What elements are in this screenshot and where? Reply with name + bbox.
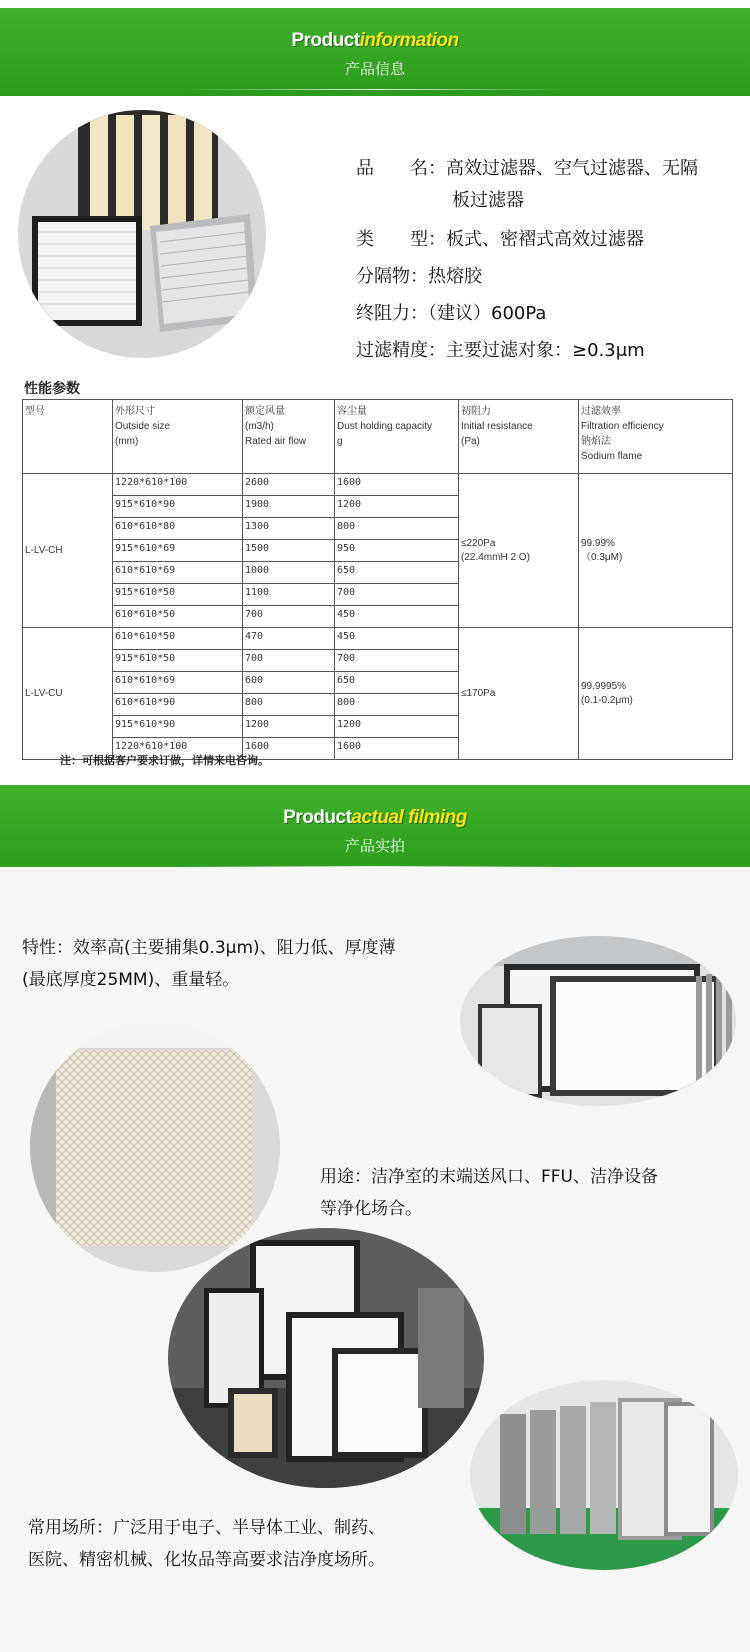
dust-capacity-cell: 950 <box>335 540 459 562</box>
dust-capacity-cell: 650 <box>335 672 459 694</box>
spec-accuracy-key: 过滤精度： <box>356 340 446 361</box>
feature-trait-line1: 特性：效率高(主要捕集0.3μm)、阻力低、厚度薄 <box>22 938 396 958</box>
efficiency-line: （0.3μM) <box>581 551 623 563</box>
spec-accuracy-row <box>356 336 645 362</box>
performance-params-table <box>22 399 733 760</box>
photo-filters-green-floor-circle <box>470 1380 738 1570</box>
efficiency-line: (0.1-0.2μm) <box>581 694 633 706</box>
airflow-cell: 1100 <box>243 584 335 606</box>
size-cell: 915*610*90 <box>113 496 243 518</box>
size-cell: 1220*610*100 <box>113 474 243 496</box>
header-resistance <box>459 400 579 474</box>
size-cell: 610*610*90 <box>113 694 243 716</box>
header-efficiency-cn: 过滤效率 <box>581 406 621 417</box>
efficiency-cell <box>579 628 733 760</box>
resistance-line: ≤170Pa <box>461 687 496 699</box>
feature-use-line2: 等净化场合。 <box>320 1199 422 1219</box>
header-efficiency <box>579 400 733 474</box>
feature-place-line1: 常用场所：广泛用于电子、半导体工业、制药、 <box>28 1518 385 1538</box>
spec-type-key: 类 型： <box>356 229 446 250</box>
efficiency-line: 99.99% <box>581 537 615 549</box>
feature-trait-text <box>22 932 396 996</box>
size-cell: 610*610*80 <box>113 518 243 540</box>
spec-resistance-row <box>356 299 546 325</box>
model-cell: L-LV-CU <box>23 628 113 760</box>
size-cell: 610*610*50 <box>113 606 243 628</box>
dust-capacity-cell: 800 <box>335 518 459 540</box>
feature-use-line1: 用途：洁净室的末端送风口、FFU、洁净设备 <box>320 1167 658 1187</box>
dust-capacity-cell: 700 <box>335 650 459 672</box>
airflow-cell: 600 <box>243 672 335 694</box>
dust-capacity-cell: 800 <box>335 694 459 716</box>
header-resistance-cn: 初阻力 <box>461 406 491 417</box>
airflow-cell: 700 <box>243 650 335 672</box>
resistance-cell <box>459 628 579 760</box>
spec-type-row <box>356 225 644 251</box>
product-filming-banner <box>0 785 750 873</box>
banner-title-cn: 产品信息 <box>344 60 405 78</box>
header-efficiency-en: Filtration efficiency <box>581 421 664 432</box>
feature-trait-line2: (最底厚度25MM)、重量轻。 <box>22 970 240 990</box>
table-row <box>23 474 733 496</box>
size-cell: 610*610*69 <box>113 672 243 694</box>
spec-name-row-continued <box>452 186 524 212</box>
header-dust-en: Dust holding capacity <box>337 421 433 432</box>
size-cell: 915*610*69 <box>113 540 243 562</box>
table-header-row <box>23 400 733 474</box>
dust-capacity-cell: 650 <box>335 562 459 584</box>
airflow-cell: 800 <box>243 694 335 716</box>
header-resistance-en: Initial resistance <box>461 421 533 432</box>
airflow-cell: 1300 <box>243 518 335 540</box>
resistance-line: ≤220Pa <box>461 537 496 549</box>
feature-place-line2: 医院、精密机械、化妆品等高要求洁净度场所。 <box>28 1550 385 1570</box>
spec-type-value: 板式、密褶式高效过滤器 <box>446 229 644 250</box>
banner-title-white: Product <box>291 30 360 51</box>
dust-capacity-cell: 1200 <box>335 496 459 518</box>
photo-stacked-filters-circle <box>460 936 736 1106</box>
performance-params-title: 性能参数 <box>24 381 80 397</box>
feature-place-text <box>28 1512 385 1576</box>
banner-title-highlight: information <box>359 30 459 51</box>
size-cell: 610*610*69 <box>113 562 243 584</box>
size-cell: 610*610*50 <box>113 628 243 650</box>
dust-capacity-cell: 450 <box>335 606 459 628</box>
airflow-cell: 700 <box>243 606 335 628</box>
spec-name-row <box>356 154 698 180</box>
header-dust-cn: 容尘量 <box>337 406 367 417</box>
airflow-cell: 1600 <box>243 738 335 760</box>
airflow-cell: 1500 <box>243 540 335 562</box>
airflow-cell: 2600 <box>243 474 335 496</box>
header-model <box>23 400 113 474</box>
resistance-line: (22.4mmH 2 O) <box>461 551 530 563</box>
header-airflow <box>243 400 335 474</box>
spec-resistance-key: 终阻力： <box>356 303 428 324</box>
header-size-en: Outside size <box>115 421 171 432</box>
efficiency-cell <box>579 474 733 628</box>
product-information-banner <box>0 8 750 96</box>
size-cell: 1220*610*100 <box>113 738 243 760</box>
model-cell: L-LV-CH <box>23 474 113 628</box>
header-resistance-unit: (Pa) <box>461 436 480 447</box>
banner2-title-white: Product <box>283 807 352 828</box>
header-efficiency-method-en: Sodium flame <box>581 451 643 462</box>
header-efficiency-method-cn: 钠焰法 <box>581 436 611 447</box>
header-size <box>113 400 243 474</box>
header-airflow-en: Rated air flow <box>245 436 307 447</box>
spec-separator-key: 分隔物： <box>356 266 428 287</box>
dust-capacity-cell: 450 <box>335 628 459 650</box>
feature-use-text <box>320 1161 658 1225</box>
airflow-cell: 470 <box>243 628 335 650</box>
dust-capacity-cell: 1600 <box>335 474 459 496</box>
spec-name-value: 高效过滤器、空气过滤器、无隔 <box>446 158 698 179</box>
product-photo-circle <box>18 110 266 358</box>
table-row <box>23 628 733 650</box>
spec-resistance-value: （建议）600Pa <box>428 303 547 324</box>
banner2-title-cn: 产品实拍 <box>344 837 405 855</box>
banner-divider <box>180 89 570 90</box>
size-cell: 915*610*50 <box>113 650 243 672</box>
header-dust-unit: g <box>337 436 343 447</box>
spec-separator-row <box>356 262 482 288</box>
airflow-cell: 1200 <box>243 716 335 738</box>
spec-accuracy-value: 主要过滤对象：≥0.3μm <box>446 340 645 361</box>
header-airflow-unit: (m3/h) <box>245 421 274 432</box>
banner2-title-en <box>0 807 750 829</box>
header-size-cn: 外形尺寸 <box>115 406 155 417</box>
spec-separator-value: 热熔胶 <box>428 266 482 287</box>
size-cell: 915*610*50 <box>113 584 243 606</box>
photo-filter-display-circle <box>168 1228 484 1488</box>
efficiency-line: 99.9995% <box>581 680 627 692</box>
size-cell: 915*610*90 <box>113 716 243 738</box>
dust-capacity-cell: 1200 <box>335 716 459 738</box>
resistance-cell <box>459 474 579 628</box>
header-dust <box>335 400 459 474</box>
banner-title-en <box>0 30 750 52</box>
dust-capacity-cell: 700 <box>335 584 459 606</box>
photo-mesh-closeup-circle <box>30 1022 280 1272</box>
header-size-unit: (mm) <box>115 436 139 447</box>
header-model-cn: 型号 <box>25 406 45 417</box>
dust-capacity-cell: 1600 <box>335 738 459 760</box>
custom-order-note: 注：可根据客户要求订做，详情来电咨询。 <box>60 754 269 767</box>
header-airflow-cn: 额定风量 <box>245 406 285 417</box>
airflow-cell: 1000 <box>243 562 335 584</box>
banner2-title-highlight: actual filming <box>351 807 467 828</box>
airflow-cell: 1900 <box>243 496 335 518</box>
spec-name-value-cont: 板过滤器 <box>452 190 524 211</box>
spec-name-key: 品 名： <box>356 158 446 179</box>
